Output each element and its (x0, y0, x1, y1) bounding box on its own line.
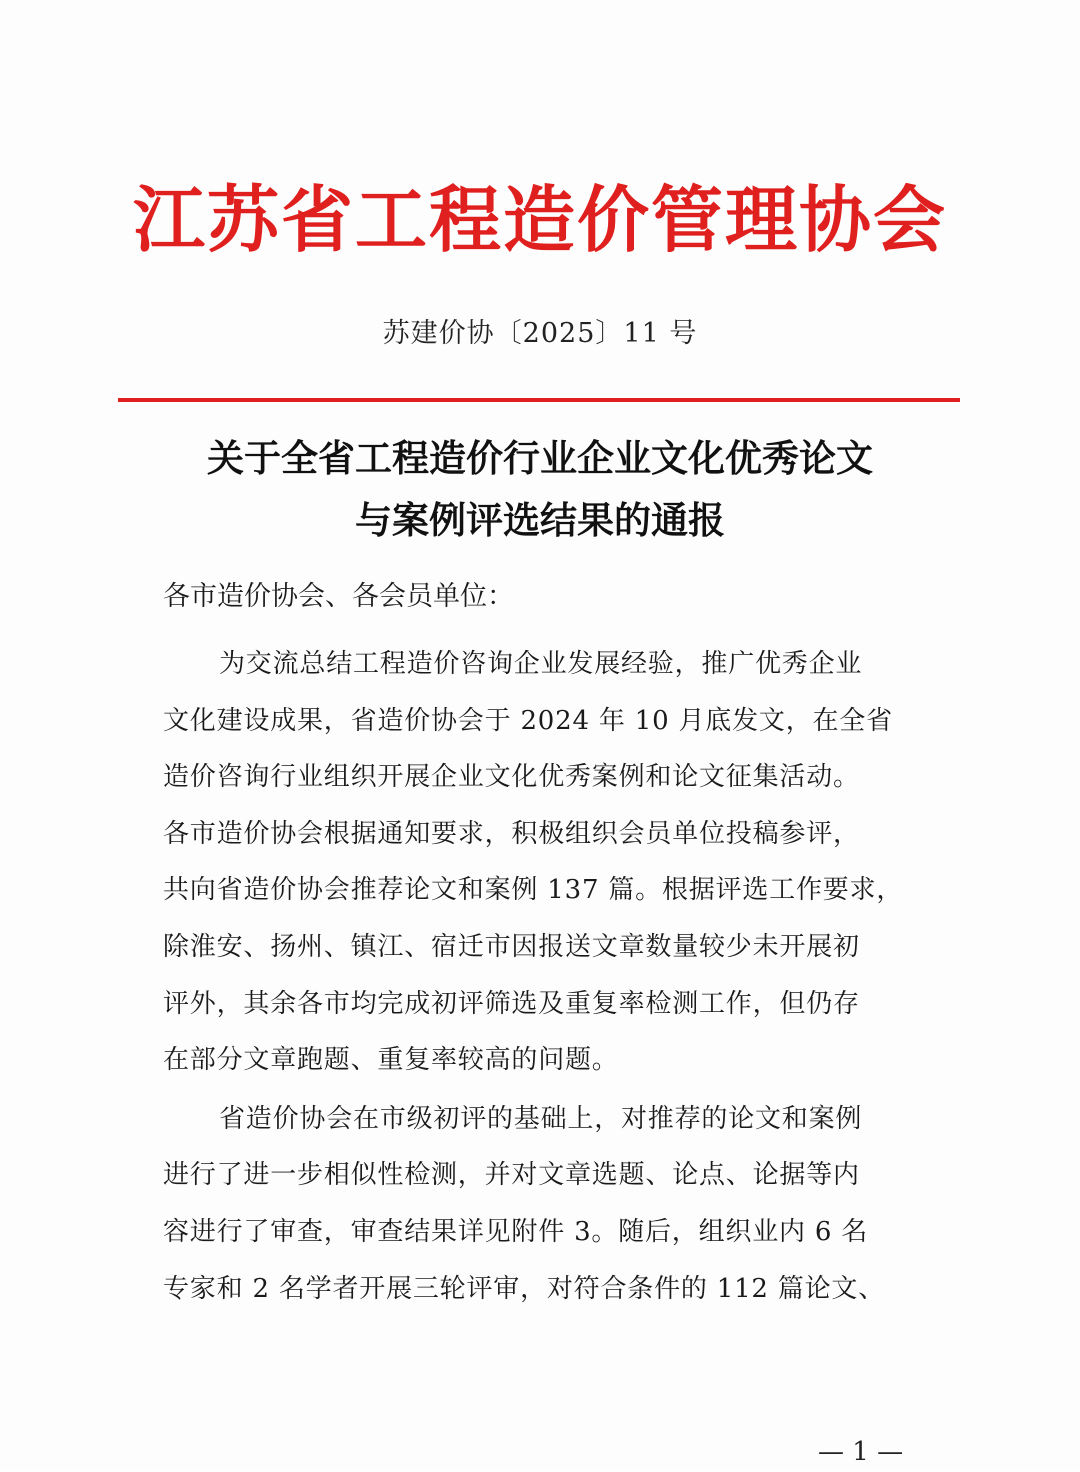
body-line: 省造价协会在市级初评的基础上，对推荐的论文和案例 (219, 1103, 863, 1134)
body-line: 进行了进一步相似性检测，并对文章选题、论点、论据等内 (163, 1160, 860, 1191)
page-number: — 1 — (818, 1437, 904, 1467)
body-line: 容进行了审查，审查结果详见附件 3。随后，组织业内 6 名 (163, 1216, 869, 1247)
body-line: 文化建设成果，省造价协会于 2024 年 10 月底发文，在全省 (163, 705, 893, 736)
document-number: 苏建价协〔2025〕11 号 (382, 318, 698, 349)
notice-title-line-2: 与案例评选结果的通报 (355, 499, 725, 542)
organization-letterhead: 江苏省工程造价管理协会 (132, 178, 947, 262)
body-line: 各市造价协会根据通知要求，积极组织会员单位投稿参评， (163, 818, 860, 849)
notice-title (0, 428, 1080, 552)
body-line: 专家和 2 名学者开展三轮评审，对符合条件的 112 篇论文、 (163, 1273, 886, 1304)
salutation: 各市造价协会、各会员单位： (163, 581, 514, 612)
body-line: 为交流总结工程造价咨询企业发展经验，推广优秀企业 (219, 649, 863, 679)
body-line: 造价咨询行业组织开展企业文化优秀案例和论文征集活动。 (163, 762, 860, 793)
body-line: 共向省造价协会推荐论文和案例 137 篇。根据评选工作要求， (163, 875, 904, 906)
body-text (163, 636, 923, 1317)
notice-title-line-1: 关于全省工程造价行业企业文化优秀论文 (207, 437, 873, 480)
body-line: 在部分文章跑题、重复率较高的问题。 (163, 1045, 619, 1076)
body-line: 评外，其余各市均完成初评筛选及重复率检测工作，但仍存 (163, 988, 860, 1019)
red-separator-line (118, 398, 960, 402)
body-line: 除淮安、扬州、镇江、宿迁市因报送文章数量较少未开展初 (163, 931, 860, 962)
